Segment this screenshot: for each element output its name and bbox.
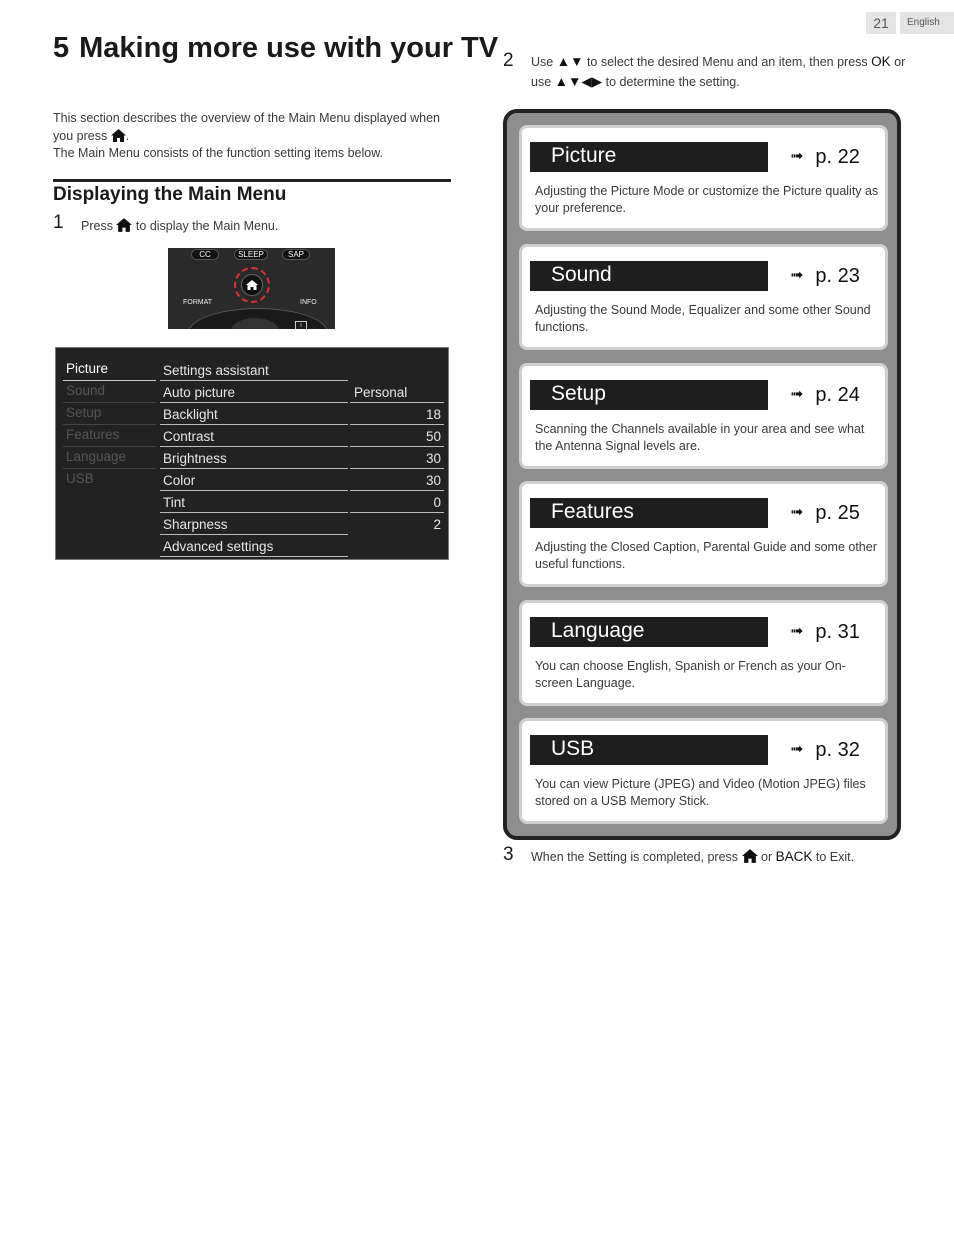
step-2-text [531,52,911,92]
step-2-use: Use [531,55,554,69]
remote-home-button [241,274,263,296]
remote-format-label: FORMAT [183,299,213,306]
menu-card-sound [519,244,888,350]
card-description: Adjusting the Sound Mode, Equalizer and some other Sound functions. [535,303,871,334]
remote-info-label: INFO [300,299,317,306]
card-description: Scanning the Channels available in your area and see what the Antenna Signal levels are. [535,422,865,453]
right-arrow-icon: ➟ [790,504,804,521]
ok-button-label: OK [871,54,891,69]
home-icon [111,129,126,142]
menu-category-item: Picture [63,359,156,381]
menu-setting-row: Backlight [160,403,348,425]
menu-card-language [519,600,888,706]
menu-category-item: USB [66,471,94,486]
step-1-pre: Press [81,219,113,233]
card-page-ref [790,735,860,765]
card-page-ref-text: p. 32 [815,739,860,761]
card-title: Language [530,617,768,647]
menu-value: 0 [350,491,444,513]
step-1-text [81,216,278,236]
card-description: You can choose English, Spanish or French as your On-screen Language. [535,659,846,690]
main-menu-screenshot [55,347,449,560]
menu-setting-row: Auto picture [160,381,348,403]
step-2-use-2: use [531,75,552,89]
card-page-ref-text: p. 22 [815,146,860,168]
menu-card-features [519,481,888,587]
menu-value: 2 [433,517,441,532]
card-description: You can view Picture (JPEG) and Video (Motion JPEG) files stored on a USB Memory Stick. [535,777,866,808]
step-2-or: or [894,55,906,69]
language-tag: English [900,12,954,34]
menu-setting-row: Sharpness [160,513,348,535]
card-page-ref [790,142,860,172]
card-page-ref-text: p. 24 [815,384,860,406]
menu-setting-row: Advanced settings [160,535,348,557]
home-icon [242,275,262,295]
menu-value: 30 [350,447,444,469]
menu-category-item: Features [63,425,156,447]
home-icon [742,849,758,863]
intro-line-2-end: . [125,128,130,143]
card-page-ref [790,380,860,410]
card-page-ref-text: p. 25 [815,502,860,524]
menu-setting-row: Color [160,469,348,491]
menu-card-setup [519,363,888,469]
chapter-title [53,32,498,65]
menu-category-item: Setup [63,403,156,425]
step-2-instruction: to select the desired Menu and an item, then press [586,55,868,69]
remote-sleep-button: SLEEP [234,249,268,260]
menu-setting-row: Brightness [160,447,348,469]
menu-card-usb [519,718,888,824]
step-2-line-1 [531,52,911,72]
card-page-ref [790,617,860,647]
menu-setting-row: Tint [160,491,348,513]
menu-value: 30 [350,469,444,491]
step-2-instruction-2: to determine the setting. [605,75,740,89]
chapter-title-text: Making more use with your TV [79,32,499,64]
home-icon [116,218,132,232]
step-1-post: to display the Main Menu. [135,219,279,233]
right-arrow-icon: ➟ [790,267,804,284]
step-1-number: 1 [53,212,64,233]
menu-setting-row: Contrast [160,425,348,447]
chapter-number: 5 [53,32,70,64]
card-description: Adjusting the Closed Caption, Parental Guide and some other useful functions. [535,540,877,571]
card-title: USB [530,735,768,765]
card-page-ref-text: p. 23 [815,265,860,287]
right-arrow-icon: ➟ [790,148,804,165]
step-3-pre: When the Setting is completed, press [531,850,739,864]
step-2-line-2 [531,72,911,92]
card-page-ref [790,261,860,291]
menu-setting-row: Settings assistant [160,359,348,381]
main-menu-items-panel [503,109,901,840]
up-down-arrow-icon: ▲▼ [556,54,584,69]
card-page-ref [790,498,860,528]
intro-paragraph [53,110,451,163]
card-page-ref-text: p. 31 [815,621,860,643]
menu-category-item: Sound [63,381,156,403]
menu-value [350,359,444,381]
direction-arrows-icon: ▲▼◀▶ [554,74,603,89]
intro-line-1: This section describes the overview of the Main Menu displayed when [53,111,441,125]
remote-sap-button: SAP [282,249,310,260]
intro-line-2-text: you press [53,128,108,143]
card-title: Setup [530,380,768,410]
menu-category-item: Language [63,447,156,469]
step-2-number: 2 [503,50,514,71]
menu-value: 50 [350,425,444,447]
intro-line-2 [53,128,451,146]
right-arrow-icon: ➟ [790,741,804,758]
right-arrow-icon: ➟ [790,623,804,640]
step-3-or: or [761,850,773,864]
card-title: Features [530,498,768,528]
menu-values-list [350,359,444,535]
card-title: Sound [530,261,768,291]
page-number: 21 [866,12,896,34]
menu-settings-list [160,359,348,557]
step-3-text [531,847,854,867]
info-icon: i [295,321,307,329]
menu-category-list [63,359,156,491]
remote-cc-button: CC [191,249,219,260]
card-description: Adjusting the Picture Mode or customize the Picture quality as your preference. [535,184,879,215]
remote-control-image [168,248,335,329]
step-3-number: 3 [503,844,514,865]
back-button-label: BACK [775,849,813,864]
step-3-post: to Exit. [815,850,855,864]
menu-value: Personal [350,381,444,403]
section-divider [53,179,451,182]
intro-line-3: The Main Menu consists of the function setting items below. [53,146,384,160]
section-title: Displaying the Main Menu [53,184,287,205]
menu-value: 18 [350,403,444,425]
menu-card-picture [519,125,888,231]
card-title: Picture [530,142,768,172]
right-arrow-icon: ➟ [790,386,804,403]
